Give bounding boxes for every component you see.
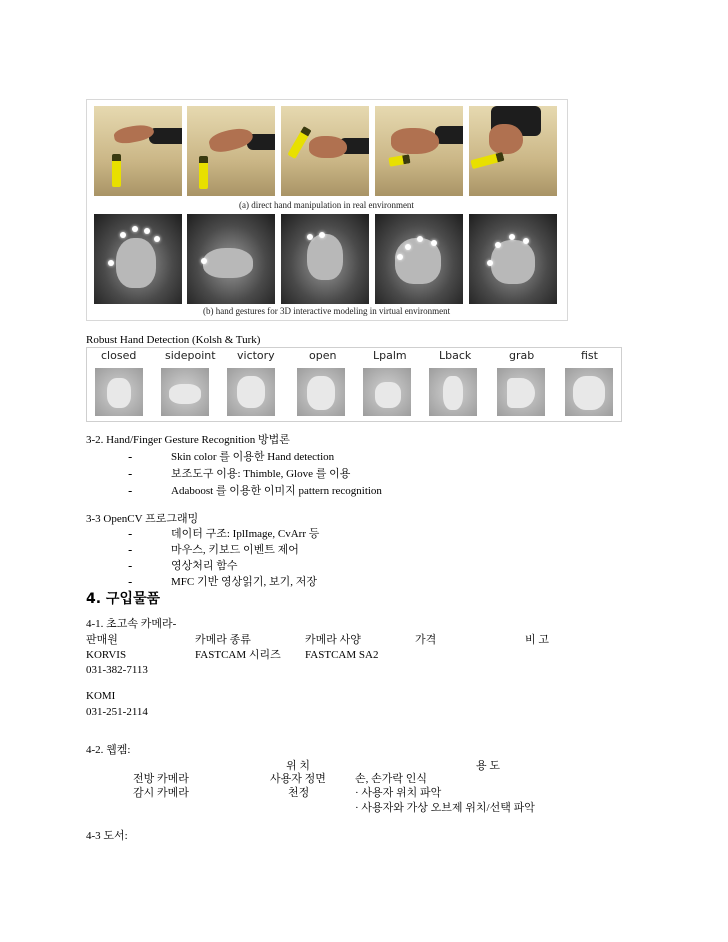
photo-virtual-1 [94, 214, 182, 304]
photo-real-5 [469, 106, 557, 196]
robust-detection-caption: Robust Hand Detection (Kolsh & Turk) [86, 334, 261, 346]
table-header-price: 가격 [415, 634, 437, 646]
bullet-3-2-2: - [128, 467, 133, 481]
vendor-korvis: KORVIS [86, 649, 127, 661]
gesture-label-grab: grab [509, 349, 535, 362]
webcam-monitor-usage-2: · 사용자와 가상 오브제 위치/선택 파악 [355, 802, 535, 814]
gesture-label-sidepoint: sidepoint [165, 349, 216, 362]
gesture-image-closed [95, 368, 143, 416]
gesture-image-sidepoint [161, 368, 209, 416]
bullet-3-2-3: - [128, 484, 133, 498]
table-header-camera-type: 카메라 종류 [195, 634, 251, 646]
section-3-3-title: 3-3 OpenCV 프로그래밍 [86, 513, 199, 525]
webcam-col-position: 위 치 [286, 760, 311, 772]
gesture-label-lback: Lback [439, 349, 472, 362]
section-3-2-item-1: Skin color 를 이용한 Hand detection [171, 451, 335, 463]
webcam-front-usage: 손, 손가락 인식 [355, 773, 428, 785]
gesture-image-victory [227, 368, 275, 416]
photo-virtual-3 [281, 214, 369, 304]
photo-virtual-5 [469, 214, 557, 304]
gesture-image-grab [497, 368, 545, 416]
section-3-3-item-1: 데이터 구조: IplImage, CvArr 등 [171, 528, 320, 540]
webcam-front-position: 사용자 정면 [270, 773, 326, 785]
gesture-strip-figure [86, 347, 622, 422]
hand-manipulation-figure [86, 99, 568, 321]
photo-real-2 [187, 106, 275, 196]
section-4-3-title: 4-3 도서: [86, 830, 128, 842]
table-header-vendor: 판매원 [86, 634, 118, 646]
section-4-2-title: 4-2. 웹켐: [86, 744, 131, 756]
webcam-front-name: 전방 카메라 [133, 773, 189, 785]
gesture-label-lpalm: Lpalm [373, 349, 407, 362]
gesture-label-open: open [309, 349, 337, 362]
section-3-2-item-3: Adaboost 를 이용한 이미지 pattern recognition [171, 485, 382, 497]
table-header-camera-spec: 카메라 사양 [305, 634, 361, 646]
camera-spec-value: FASTCAM SA2 [305, 649, 379, 661]
gesture-image-lback [429, 368, 477, 416]
camera-type-value: FASTCAM 시리즈 [195, 649, 281, 661]
gesture-image-lpalm [363, 368, 411, 416]
webcam-monitor-position: 천정 [288, 787, 310, 799]
bullet-3-2-1: - [128, 450, 133, 464]
table-header-note: 비 고 [525, 634, 550, 646]
gesture-label-fist: fist [581, 349, 598, 362]
vendor-komi: KOMI [86, 690, 116, 702]
vendor-komi-phone: 031-251-2114 [86, 706, 148, 718]
photo-virtual-2 [187, 214, 275, 304]
webcam-monitor-usage: · 사용자 위치 파악 [355, 787, 442, 799]
gesture-label-victory: victory [237, 349, 275, 362]
section-4-1-title: 4-1. 초고속 카메라- [86, 618, 177, 630]
section-3-2-title: 3-2. Hand/Finger Gesture Recognition 방법론 [86, 434, 290, 446]
gesture-image-fist [565, 368, 613, 416]
webcam-col-usage: 용 도 [476, 760, 501, 772]
bullet-3-3-1: - [128, 527, 133, 541]
caption-a: (a) direct hand manipulation in real environment [239, 200, 414, 210]
photo-real-4 [375, 106, 463, 196]
section-3-3-item-3: 영상처리 함수 [171, 560, 238, 572]
section-4-title: 4. 구입물품 [86, 591, 161, 607]
photo-real-3 [281, 106, 369, 196]
section-3-2-item-2: 보조도구 이용: Thimble, Glove 를 이용 [171, 468, 351, 480]
vendor-korvis-phone: 031-382-7113 [86, 664, 148, 676]
bullet-3-3-3: - [128, 559, 133, 573]
bullet-3-3-4: - [128, 575, 133, 589]
photo-real-1 [94, 106, 182, 196]
caption-b: (b) hand gestures for 3D interactive modeling in virtual environment [203, 306, 451, 316]
gesture-image-open [297, 368, 345, 416]
section-3-3-item-2: 마우스, 키보드 이벤트 제어 [171, 544, 299, 556]
photo-virtual-4 [375, 214, 463, 304]
gesture-label-closed: closed [101, 349, 137, 362]
bullet-3-3-2: - [128, 543, 133, 557]
section-3-3-item-4: MFC 기반 영상읽기, 보기, 저장 [171, 576, 317, 588]
webcam-monitor-name: 감시 카메라 [133, 787, 189, 799]
